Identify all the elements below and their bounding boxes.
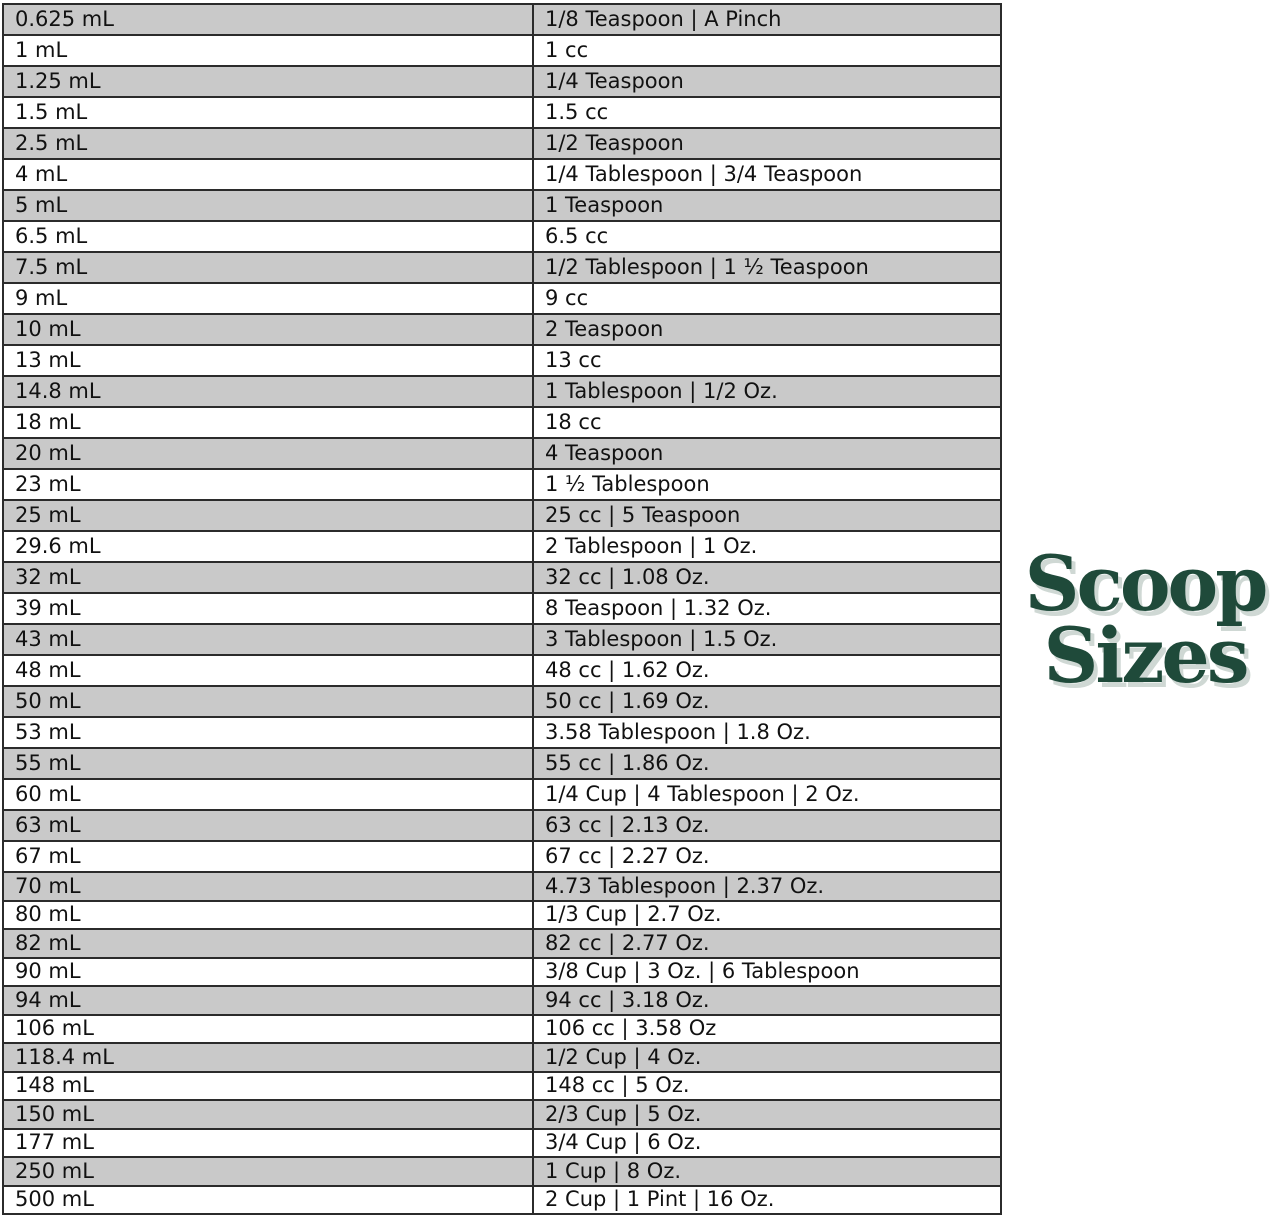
equivalent-cell: 1 ½ Tablespoon bbox=[533, 469, 1001, 500]
ml-cell: 18 mL bbox=[3, 407, 533, 438]
table-row bbox=[3, 438, 1001, 469]
equivalent-cell: 1/2 Cup | 4 Oz. bbox=[533, 1043, 1001, 1072]
equivalent-cell: 67 cc | 2.27 Oz. bbox=[533, 841, 1001, 872]
table-row bbox=[3, 1129, 1001, 1158]
table-row bbox=[3, 748, 1001, 779]
ml-cell: 67 mL bbox=[3, 841, 533, 872]
table-row bbox=[3, 841, 1001, 872]
table-row bbox=[3, 376, 1001, 407]
ml-cell: 82 mL bbox=[3, 929, 533, 958]
table-row bbox=[3, 686, 1001, 717]
table-row bbox=[3, 1072, 1001, 1101]
table-row bbox=[3, 4, 1001, 35]
ml-cell: 500 mL bbox=[3, 1186, 533, 1215]
scoop-size-table-container bbox=[2, 3, 1000, 1215]
table-row bbox=[3, 624, 1001, 655]
ml-cell: 23 mL bbox=[3, 469, 533, 500]
ml-cell: 4 mL bbox=[3, 159, 533, 190]
scoop-size-table bbox=[2, 3, 1002, 1215]
ml-cell: 80 mL bbox=[3, 901, 533, 930]
table-row bbox=[3, 128, 1001, 159]
ml-cell: 70 mL bbox=[3, 872, 533, 901]
ml-cell: 150 mL bbox=[3, 1100, 533, 1129]
equivalent-cell: 3 Tablespoon | 1.5 Oz. bbox=[533, 624, 1001, 655]
table-row bbox=[3, 1186, 1001, 1215]
equivalent-cell: 3/4 Cup | 6 Oz. bbox=[533, 1129, 1001, 1158]
equivalent-cell: 1/3 Cup | 2.7 Oz. bbox=[533, 901, 1001, 930]
ml-cell: 13 mL bbox=[3, 345, 533, 376]
equivalent-cell: 9 cc bbox=[533, 283, 1001, 314]
table-row bbox=[3, 872, 1001, 901]
table-row bbox=[3, 97, 1001, 128]
equivalent-cell: 55 cc | 1.86 Oz. bbox=[533, 748, 1001, 779]
ml-cell: 118.4 mL bbox=[3, 1043, 533, 1072]
ml-cell: 1.25 mL bbox=[3, 66, 533, 97]
ml-cell: 9 mL bbox=[3, 283, 533, 314]
table-row bbox=[3, 958, 1001, 987]
equivalent-cell: 6.5 cc bbox=[533, 221, 1001, 252]
equivalent-cell: 4 Teaspoon bbox=[533, 438, 1001, 469]
ml-cell: 55 mL bbox=[3, 748, 533, 779]
table-row bbox=[3, 221, 1001, 252]
equivalent-cell: 1 cc bbox=[533, 35, 1001, 66]
table-row bbox=[3, 159, 1001, 190]
equivalent-cell: 4.73 Tablespoon | 2.37 Oz. bbox=[533, 872, 1001, 901]
ml-cell: 250 mL bbox=[3, 1157, 533, 1186]
ml-cell: 29.6 mL bbox=[3, 531, 533, 562]
title-line-2: Sizes bbox=[1043, 611, 1247, 700]
table-row bbox=[3, 314, 1001, 345]
table-row bbox=[3, 190, 1001, 221]
equivalent-cell: 2 Tablespoon | 1 Oz. bbox=[533, 531, 1001, 562]
table-body bbox=[3, 4, 1001, 1214]
equivalent-cell: 8 Teaspoon | 1.32 Oz. bbox=[533, 593, 1001, 624]
table-row bbox=[3, 901, 1001, 930]
table-row bbox=[3, 531, 1001, 562]
table-row bbox=[3, 593, 1001, 624]
equivalent-cell: 1/2 Teaspoon bbox=[533, 128, 1001, 159]
equivalent-cell: 32 cc | 1.08 Oz. bbox=[533, 562, 1001, 593]
equivalent-cell: 50 cc | 1.69 Oz. bbox=[533, 686, 1001, 717]
equivalent-cell: 13 cc bbox=[533, 345, 1001, 376]
page-title bbox=[1014, 539, 1276, 700]
table-row bbox=[3, 469, 1001, 500]
table-row bbox=[3, 1043, 1001, 1072]
ml-cell: 39 mL bbox=[3, 593, 533, 624]
equivalent-cell: 3/8 Cup | 3 Oz. | 6 Tablespoon bbox=[533, 958, 1001, 987]
table-row bbox=[3, 252, 1001, 283]
equivalent-cell: 48 cc | 1.62 Oz. bbox=[533, 655, 1001, 686]
ml-cell: 1 mL bbox=[3, 35, 533, 66]
ml-cell: 53 mL bbox=[3, 717, 533, 748]
table-row bbox=[3, 283, 1001, 314]
ml-cell: 48 mL bbox=[3, 655, 533, 686]
ml-cell: 106 mL bbox=[3, 1015, 533, 1044]
ml-cell: 14.8 mL bbox=[3, 376, 533, 407]
equivalent-cell: 2 Cup | 1 Pint | 16 Oz. bbox=[533, 1186, 1001, 1215]
equivalent-cell: 106 cc | 3.58 Oz bbox=[533, 1015, 1001, 1044]
table-row bbox=[3, 1157, 1001, 1186]
ml-cell: 148 mL bbox=[3, 1072, 533, 1101]
table-row bbox=[3, 986, 1001, 1015]
ml-cell: 94 mL bbox=[3, 986, 533, 1015]
title-line-1: Scoop bbox=[1024, 539, 1266, 628]
equivalent-cell: 1/8 Teaspoon | A Pinch bbox=[533, 4, 1001, 35]
ml-cell: 2.5 mL bbox=[3, 128, 533, 159]
table-row bbox=[3, 779, 1001, 810]
table-row bbox=[3, 810, 1001, 841]
equivalent-cell: 1 Cup | 8 Oz. bbox=[533, 1157, 1001, 1186]
equivalent-cell: 2/3 Cup | 5 Oz. bbox=[533, 1100, 1001, 1129]
table-row bbox=[3, 1100, 1001, 1129]
ml-cell: 32 mL bbox=[3, 562, 533, 593]
equivalent-cell: 18 cc bbox=[533, 407, 1001, 438]
equivalent-cell: 1/4 Cup | 4 Tablespoon | 2 Oz. bbox=[533, 779, 1001, 810]
equivalent-cell: 25 cc | 5 Teaspoon bbox=[533, 500, 1001, 531]
ml-cell: 20 mL bbox=[3, 438, 533, 469]
equivalent-cell: 1/4 Tablespoon | 3/4 Teaspoon bbox=[533, 159, 1001, 190]
equivalent-cell: 1 Teaspoon bbox=[533, 190, 1001, 221]
ml-cell: 60 mL bbox=[3, 779, 533, 810]
table-row bbox=[3, 929, 1001, 958]
table-row bbox=[3, 500, 1001, 531]
equivalent-cell: 1/4 Teaspoon bbox=[533, 66, 1001, 97]
equivalent-cell: 1/2 Tablespoon | 1 ½ Teaspoon bbox=[533, 252, 1001, 283]
equivalent-cell: 1 Tablespoon | 1/2 Oz. bbox=[533, 376, 1001, 407]
equivalent-cell: 1.5 cc bbox=[533, 97, 1001, 128]
ml-cell: 63 mL bbox=[3, 810, 533, 841]
equivalent-cell: 63 cc | 2.13 Oz. bbox=[533, 810, 1001, 841]
table-row bbox=[3, 407, 1001, 438]
equivalent-cell: 82 cc | 2.77 Oz. bbox=[533, 929, 1001, 958]
table-row bbox=[3, 562, 1001, 593]
ml-cell: 0.625 mL bbox=[3, 4, 533, 35]
equivalent-cell: 148 cc | 5 Oz. bbox=[533, 1072, 1001, 1101]
ml-cell: 1.5 mL bbox=[3, 97, 533, 128]
table-row bbox=[3, 655, 1001, 686]
table-row bbox=[3, 1015, 1001, 1044]
equivalent-cell: 3.58 Tablespoon | 1.8 Oz. bbox=[533, 717, 1001, 748]
equivalent-cell: 2 Teaspoon bbox=[533, 314, 1001, 345]
equivalent-cell: 94 cc | 3.18 Oz. bbox=[533, 986, 1001, 1015]
ml-cell: 50 mL bbox=[3, 686, 533, 717]
ml-cell: 43 mL bbox=[3, 624, 533, 655]
ml-cell: 7.5 mL bbox=[3, 252, 533, 283]
table-row bbox=[3, 717, 1001, 748]
ml-cell: 5 mL bbox=[3, 190, 533, 221]
ml-cell: 10 mL bbox=[3, 314, 533, 345]
ml-cell: 25 mL bbox=[3, 500, 533, 531]
table-row bbox=[3, 35, 1001, 66]
table-row bbox=[3, 66, 1001, 97]
ml-cell: 6.5 mL bbox=[3, 221, 533, 252]
ml-cell: 90 mL bbox=[3, 958, 533, 987]
table-row bbox=[3, 345, 1001, 376]
ml-cell: 177 mL bbox=[3, 1129, 533, 1158]
